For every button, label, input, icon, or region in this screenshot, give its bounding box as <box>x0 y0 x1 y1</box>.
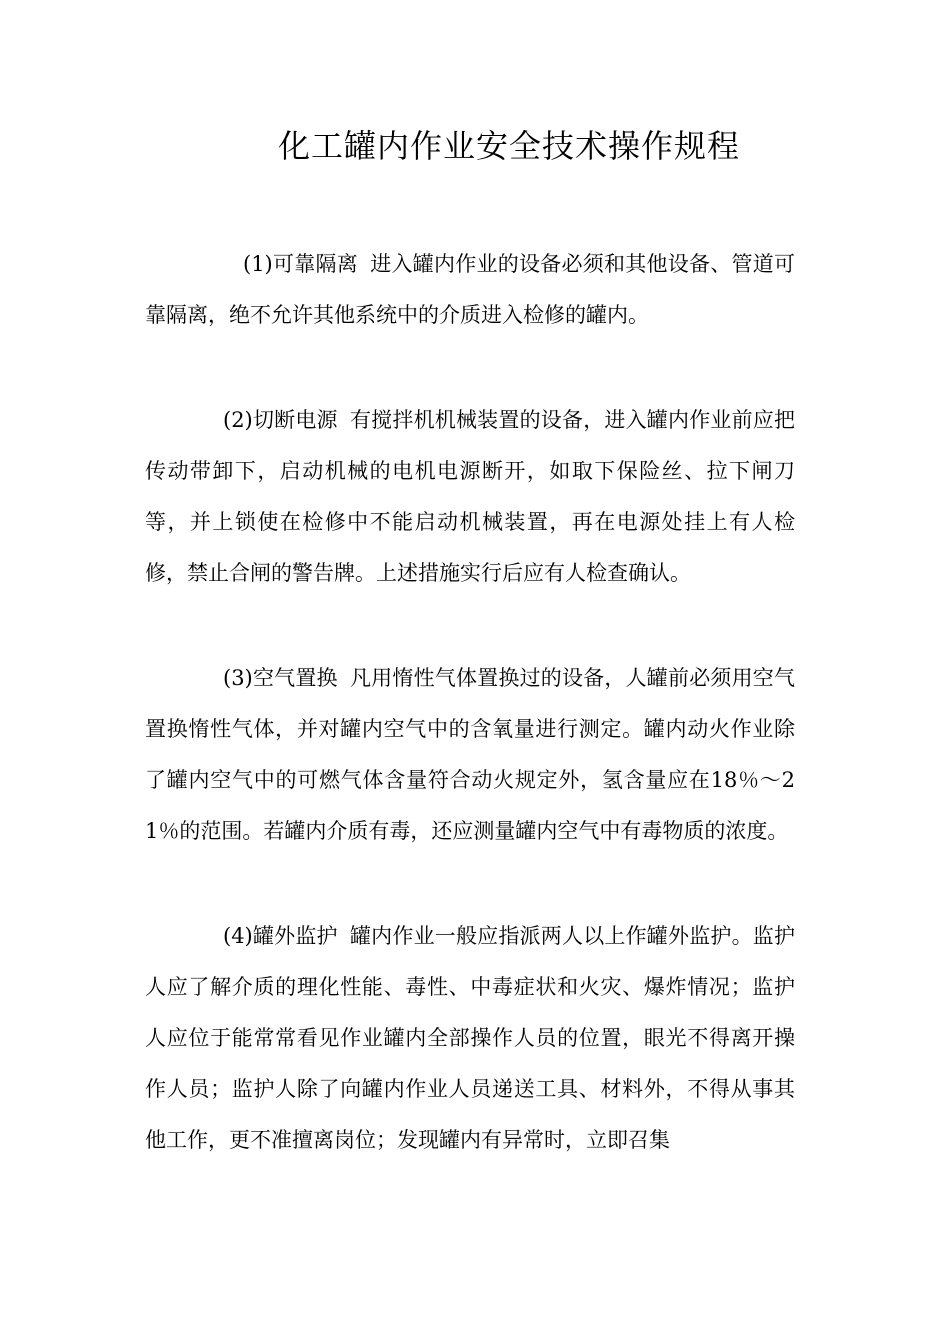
section-heading: (3)空气置换 <box>223 666 338 690</box>
section-text: 进入罐内作业的设备必须和其他设备、管道可靠隔离，绝不允许其他系统中的介质进入检修的罐内。 <box>145 252 795 327</box>
section-external-monitoring <box>145 911 795 1166</box>
section-text: 罐内作业一般应指派两人以上作罐外监护。监护人应了解介质的理化性能、毒性、中毒症状和火灾、爆炸情况；监护人应位于能常常看见作业罐内全部操作人员的位置，眼光不得离开操作人员；监护人除了向罐内作业人员递送工具、材料外，不得从事其他工作，更不准擅离岗位；发现罐内有异常时，立即召集 <box>145 924 796 1152</box>
section-heading: (4)罐外监护 <box>223 924 338 948</box>
section-air-replacement <box>145 653 795 857</box>
section-text: 凡用惰性气体置换过的设备，人罐前必须用空气置换惰性气体，并对罐内空气中的含氧量进行测定。罐内动火作业除了罐内空气中的可燃气体含量符合动火规定外，氢含量应在18％～21％的范围。若罐内介质有毒，还应测量罐内空气中有毒物质的浓度。 <box>145 666 796 843</box>
document-title: 化工罐内作业安全技术操作规程 <box>277 127 740 165</box>
section-power-cutoff <box>145 395 795 599</box>
section-heading: (1)可靠隔离 <box>243 252 358 276</box>
section-heading: (2)切断电源 <box>223 408 338 432</box>
section-isolation <box>145 239 795 341</box>
document-body <box>145 239 795 1220</box>
section-text: 有搅拌机机械装置的设备，进入罐内作业前应把传动带卸下，启动机械的电机电源断开，如取下保险丝、拉下闸刀等，并上锁使在检修中不能启动机械装置，再在电源处挂上有人检修，禁止合闸的警告牌。上述措施实行后应有人检查确认。 <box>145 408 796 585</box>
